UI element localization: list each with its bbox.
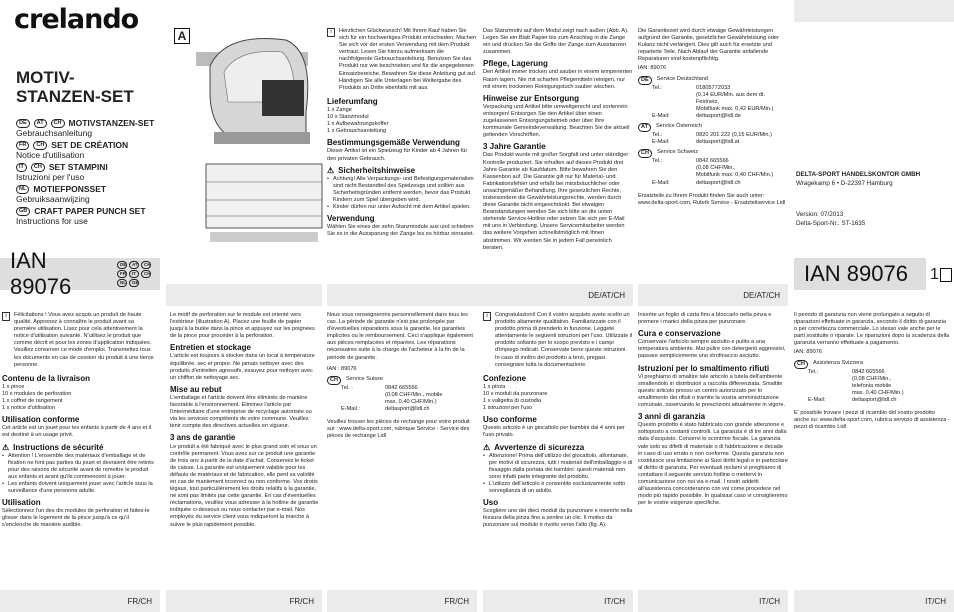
it-column-1 — [483, 312, 633, 587]
service-header — [638, 149, 788, 158]
service-label: E-Mail: — [652, 179, 670, 186]
service-label — [652, 92, 696, 106]
service-value: (0,08 CHF/Min., — [852, 375, 892, 382]
service-value: Mobilfunk max. 0,40 CHF/Min.) — [696, 172, 774, 179]
footer-label: FR/CH — [289, 596, 314, 606]
fr2-heading-disposal: Mise au rebut — [170, 384, 222, 394]
list-item: 10 x modules de perforation — [2, 390, 72, 397]
service-label: E-Mail: — [652, 139, 670, 146]
bullet-item: • Les enfants doivent uniquement jouer avec l'article sous la surveillance d'une personne adulte. — [2, 481, 157, 495]
language-badge: CH — [51, 119, 65, 128]
footer-top-1: DE/AT/CH — [327, 284, 633, 306]
footer-bottom-5 — [638, 590, 788, 612]
service-name: Service Österreich — [655, 123, 702, 130]
service-value: (0,08 CHF/Min., mobile — [385, 391, 443, 398]
service-value: deltasport@lidl.ch — [852, 396, 897, 403]
service-row — [638, 172, 788, 179]
punch-tool-illustration — [166, 22, 326, 252]
mini-badge: DE — [117, 261, 127, 269]
language-entry — [16, 184, 158, 194]
service-row — [794, 390, 950, 397]
service-row — [638, 180, 788, 187]
service-label — [808, 390, 852, 397]
warning-icon: ⚠ — [483, 442, 491, 452]
fr-column-3 — [327, 312, 477, 587]
fr-usage-text: Sélectionnez l'un des dix modules de perforation et faites-le glisser dans le logement de la pince jusqu'à ce qu'il s'enclenche de manière audible. — [2, 508, 150, 529]
de-column-3 — [638, 28, 788, 282]
fr-column-2 — [170, 312, 320, 587]
list-item: 1 x notice d'utilisation — [2, 405, 55, 412]
language-title: SET DE CRÉATION — [51, 140, 129, 150]
language-entry — [16, 206, 158, 216]
service-name: Assistenza Svizzera — [812, 359, 864, 366]
version: Version: 07/2013 — [796, 211, 844, 218]
service-label — [341, 399, 385, 406]
list-item: 10 x Stanzmodul — [327, 114, 369, 121]
service-row — [638, 92, 788, 106]
it3-ian: IAN: 89076 — [794, 349, 822, 356]
list-item: 1 x Aufbewahrungskoffer — [327, 121, 389, 128]
cover-title-line2: STANZEN-SET — [16, 87, 134, 106]
service-header — [638, 76, 788, 85]
fr2-p3: L'emballage et l'article doivent être éliminés de manière favorable à l'environnement. Eliminez l'article par l'intermédiaire d'une entreprise de recyclage autorisée ou via les services compétents de votre commune. Veuillez tenir compte des directives actuelles en vigueur. — [170, 394, 312, 430]
it2-heading-warranty: 3 anni di garanzia — [638, 412, 706, 422]
service-value: Mobilfunk max. 0,42 EUR/Min.) — [696, 105, 774, 112]
service-label: E-Mail : — [341, 406, 360, 413]
footer-label: IT/CH — [759, 596, 780, 606]
bullet-item: • Achtung! Alle Verpackungs- und Befestigungsmaterialien sind nicht Bestandteil des Spielzeugs und sollten aus Sicherheitsgründen entfernt werden, bevor das Produkt Kindern zum Spiel übergeben wird. — [327, 176, 477, 204]
it3-p2: E' possibile trovare i pezzi di ricambio del vostro prodotto anche su: www.delta-sport.com, rubrica servizio di assistenza - pezzi di ricambio Lidl — [794, 410, 950, 431]
warning-icon: ⚠ — [327, 165, 335, 175]
service-row — [638, 139, 788, 146]
page-box-icon — [940, 268, 952, 282]
company-address: Wragekamp 6 • D-22397 Hamburg — [796, 180, 893, 187]
info-icon: i — [2, 312, 10, 321]
de2-heading-disposal: Hinweise zur Entsorgung — [483, 93, 580, 103]
de-intro: Herzlichen Glückwunsch! Mit Ihrem Kauf haben Sie sich für ein hochwertiges Produkt entschieden. Machen Sie sich vor der ersten Verwendung mit dem Produkt vertraut. Lesen Sie hierzu aufmerksam die nachfolgende Gebrauchsanleitung. Benutzen Sie das Produkt nur wie beschrieben und für die angegebenen Einsatzbereiche. Bewahren Sie diese Anleitung gut auf. Händigen Sie alle Unterlagen bei Weitergabe des Produkts an Dritte ebenfalls mit aus. — [339, 28, 477, 91]
it-column-3 — [794, 312, 950, 587]
language-subtitle: Instructions for use — [16, 216, 88, 226]
service-header — [638, 123, 788, 132]
it2-p3: Vi preghiamo di smaltire tale articolo a tutela dell'ambiente smaltendolo in distributori a raccolta differenziata. Smaltite questo articolo presso un centro autorizzato per lo smaltimento dei rifiuti o tramite la vostra amministrazione comunale, osservando le prescrizioni attualmente in vigore. — [638, 373, 786, 409]
it3-p1: Il periodo di garanzia non viene prolungato a seguito di riparazioni effettuate in garanzia, secondo il diritto di garanzia o per correttezza commerciale. Lo stesso vale anche per le parti sostituite o riparate. Le riparazioni dopo la scadenza della garanzia verranno effettuate a pagamento. — [794, 312, 950, 347]
it-service-contact — [794, 360, 950, 404]
language-list — [16, 116, 158, 228]
language-badge: CH — [31, 163, 45, 172]
service-label: E-Mail: — [808, 396, 826, 403]
bullet-item: • Attenzione! Prima dell'utilizzo del giocattolo, allontanate, per motivi di sicurezza, tutti i materiali dell'imballaggio e di fissaggio dalla portata dei bambini: questi materiali non sono infatti parte integrante del prodotto. — [483, 453, 633, 481]
country-badge: CH — [638, 149, 652, 158]
fr3-p2: Veuillez trouver les pièces de rechange pour votre produit sur : www.delta-sport.com, rubrique Service - Service des pièces de rechange Lidl — [327, 419, 470, 440]
info-icon: i — [483, 312, 491, 321]
service-label — [652, 172, 696, 179]
service-label: Tel.: — [652, 132, 663, 139]
fr-use-text: Cet article est un jouet pour les enfants à partir de 4 ans et il est destiné à un usage privé. — [2, 425, 152, 439]
fr2-heading-care: Entretien et stockage — [170, 343, 251, 353]
it-safety-list — [483, 453, 633, 496]
language-badge: CH — [33, 141, 47, 150]
cover-title-line1: MOTIV- — [16, 68, 75, 87]
service-label: E-Mail: — [652, 112, 670, 119]
service-header — [794, 360, 950, 369]
list-item: 1 x valigetta di custodia — [483, 398, 542, 405]
service-name: Service Deutschland — [656, 75, 708, 82]
de2-heading-warranty: 3 Jahre Garantie — [483, 142, 546, 152]
country-badge: DE — [638, 76, 652, 85]
it-heading-contents: Confezione — [483, 373, 527, 383]
service-label: Tel. : — [341, 384, 353, 391]
it-heading-safety: ⚠ Avvertenze di sicurezza — [483, 442, 585, 452]
service-value: 01805772033 — [696, 84, 731, 91]
footer-bottom-1 — [0, 590, 160, 612]
language-subtitle: Istruzioni per l'uso — [16, 172, 85, 182]
de-safety-list — [327, 176, 477, 211]
service-row — [638, 113, 788, 120]
service-value: deltasport@lidl.ch — [385, 406, 430, 413]
mini-badge: FR — [117, 270, 127, 278]
de-heading-contents: Lieferumfang — [327, 96, 378, 106]
service-row — [327, 392, 477, 399]
delta-number: Delta-Sport-Nr.: ST-1635 — [796, 220, 866, 227]
service-label — [341, 392, 385, 399]
cover-ian: IAN 89076 — [10, 248, 72, 299]
fr2-heading-warranty: 3 ans de garantie — [170, 433, 236, 443]
de-use-text: Dieser Artikel ist ein Spielzeug für Kinder ab 4 Jahren für den privaten Gebrauch. — [327, 148, 468, 162]
de2-p3: Verpackung und Artikel bitte umweltgerecht und sortenrein entsorgen! Entsorgen Sie den Artikel über einen zugelassenen Entsorgungsbetrieb oder über Ihre kommunale Gemeindeverwaltung. Beachten Sie die aktuell geltenden Vorschriften. — [483, 103, 630, 139]
language-badge: IT — [16, 163, 27, 172]
fr3-p1: Nous vous renseignerons personnellement dans tous les cas. La période de garantie n'est pas prolongée par d'éventuelles réparations sous la garantie, les garanties implicites ou le remboursement. Ceci s'applique également aux pièces remplacées et réparées. Les réparations nécessaires suite à la charge de l'acheteur à la fin de la période de garantie. — [327, 312, 473, 361]
language-badge: NL — [16, 185, 29, 194]
mini-badge: CH — [141, 261, 151, 269]
language-badge: AT — [34, 119, 47, 128]
list-item: 1 x coffret de rangement — [2, 398, 63, 405]
it2-heading-care: Cura e conservazione — [638, 329, 721, 339]
it2-p4: Questo prodotto è stato fabbricato con grande attenzione e sottoposto a costanti controlli. La garanzia è di tre anni dalla data d'acquisto. Conservi lo scontrino fiscale. La garanzia vale solo su difetti di materiale o di fabbricazione e decade in caso di uso errato o non conforme. Questa garanzia non costituisce una limitazione ai Suoi diritti legali e in particolare al diritto di garanzia. Per eventuali reclami vi preghiamo di contattare il seguente servizio hotline o mettervi in comunicazione con noi via e-mail. I nostri addetti all'assistenza concorderanno con voi come procedere nel modo più rapido possibile. In qualsiasi caso vi consiglieremo per le vostre esigenze specifiche. — [638, 422, 788, 507]
de-column-1 — [327, 28, 477, 278]
footer-top-0 — [166, 284, 322, 306]
language-subtitle: Gebruiksaanwijzing — [16, 194, 90, 204]
footer-label: IT/CH — [925, 596, 946, 606]
service-label: Tel.: — [808, 368, 819, 375]
country-badge: AT — [638, 123, 651, 132]
bullet-item: • Kinder dürfen nur unter Aufsicht mit dem Artikel spielen. — [327, 204, 477, 211]
service-row — [327, 406, 477, 413]
it-column-2 — [638, 312, 788, 587]
mini-badge: NL — [117, 279, 127, 287]
list-item: 1 x pince — [2, 383, 25, 390]
it-intro: Congratulazioni! Con il vostro acquisto avete scelto un prodotto altamente qualitativo. Familiarizzate con il prodotto prima di prenderlo in funzione. Leggete attentamente le seguenti istruzioni per l'uso. Utilizzate il prodotto soltanto per lo scopo previsto e i campi d'impiego indicati. Conservate bene queste istruzioni. In caso di inoltro del prodotto a terzi, pregasi consegnare tutta la documentazione. — [495, 312, 633, 368]
language-entry — [16, 162, 158, 172]
list-item: 1 x Zange — [327, 106, 352, 113]
language-entry — [16, 118, 158, 128]
back-cover — [794, 0, 954, 300]
service-name: Service Suisse — [345, 375, 383, 382]
service-row — [794, 376, 950, 383]
info-icon: i — [327, 28, 335, 37]
service-row — [327, 399, 477, 406]
service-label — [652, 165, 696, 172]
de-usage-text: Wählen Sie eines der zehn Stanzmodule aus und schieben Sie es in die Aussparung der Zange bis es hörbar einrastet. — [327, 224, 475, 238]
service-value: max. 0,40 CHF/Min.) — [852, 389, 904, 396]
service-row — [327, 385, 477, 392]
service-row — [638, 132, 788, 139]
fr-heading-use: Utilisation conforme — [2, 415, 80, 425]
service-value: telefonia mobile — [852, 382, 892, 389]
service-row — [638, 85, 788, 92]
service-value: deltasport@lidl.ch — [696, 179, 741, 186]
service-name: Service Schweiz — [656, 149, 698, 156]
service-row — [794, 397, 950, 404]
fr-heading-usage: Utilisation — [2, 498, 41, 508]
de3-p2: Ersatzteile zu Ihrem Produkt finden Sie auch unter: www.delta-sport.com, Rubrik Service - Ersatzteilservice Lidl — [638, 192, 786, 206]
service-header — [327, 376, 477, 385]
service-label: Tel.: — [652, 158, 663, 165]
de2-p4: Das Produkt wurde mit großer Sorgfalt und unter ständiger Kontrolle produziert. Sie erhalten auf dieses Produkt drei Jahre Garantie ab Kaufdatum. Bitte bewahren Sie den Kassenbon auf. Die Garantie gilt nur für Material- und Fabrikationsfehler und erfaßt bei missbräuchlicher oder unsachgemäßer Behandlung. Ihre gesetzlichen Rechte, insbesondere die Gewährleistungsrechte, werden durch diese Garantie nicht eingeschränkt. Bei etwaigen Beanstandungen wenden Sie sich bitte an die unten stehende Service-Hotline oder setzen Sie sich per E-Mail mit uns in Verbindung. Unsere Servicemitarbeiter werden das weitere Vorgehen schnellstmöglich mit Ihnen abstimmen. Wir werden Sie in jedem Fall persönlich beraten. — [483, 152, 629, 251]
service-value: deltasport@lidl.de — [696, 112, 741, 119]
language-entry — [16, 140, 158, 150]
language-badge: DE — [16, 119, 30, 128]
mini-badge: AT — [129, 261, 139, 269]
service-label — [808, 376, 852, 383]
fr-intro: Félicitations ! Vous avez acquis un produit de haute qualité. Apprenez à connaître le produit avant sa première utilisation. Lisez pour cela attentivement la notice d'utilisation suivante. N'utilisez le produit que comme décrit et pour les zones d'application indiquées. Veuillez conserver ce mode d'emploi. Transmettez tous les documents en cas de cession du produit à une tierce personne. — [14, 312, 154, 368]
list-item: 1 istruzioni per l'uso — [483, 405, 533, 412]
fr-heading-contents: Contenu de la livraison — [2, 373, 91, 383]
it2-heading-disposal: Istruzioni per lo smaltimento rifiuti — [638, 363, 770, 373]
service-row — [794, 369, 950, 376]
service-row — [638, 165, 788, 172]
language-subtitle: Notice d'utilisation — [16, 150, 85, 160]
list-item: 1 x pinza — [483, 383, 506, 390]
service-label: Tel.: — [652, 84, 663, 91]
de2-p2: Den Artikel immer trocken und sauber in einem temperierten Raum lagern. Nie mit scharfen Pflegemitteln reinigen, nur mit einem trockenen Reinigungstuch sauber wischen. — [483, 69, 633, 90]
fr2-p2: L'article est toujours à stocker dans un local à température équilibrée, sec et propre. Ne jamais nettoyer avec des produits d'entretien agressifs, essuyez pour nettoyer avec un chiffon de nettoyage sec. — [170, 353, 315, 381]
fr-service-contact — [327, 376, 477, 413]
footer-label: FR/CH — [444, 596, 469, 606]
it-contents-list — [483, 384, 633, 412]
service-value: deltasport@lidl.at — [696, 139, 740, 146]
language-title: MOTIEFPONSSET — [33, 184, 107, 194]
de-heading-safety: ⚠ Sicherheitshinweise — [327, 165, 416, 175]
warning-icon: ⚠ — [2, 442, 10, 452]
language-badge: GB — [16, 207, 30, 216]
language-badge: FR — [16, 141, 29, 150]
de-heading-use: Bestimmungsgemäße Verwendung — [327, 138, 460, 148]
page-number: 1 — [930, 266, 939, 283]
company-name: DELTA-SPORT HANDELSKONTOR GMBH — [796, 171, 921, 178]
footer-bottom-6 — [794, 590, 954, 612]
de-column-2 — [483, 28, 633, 282]
service-value: 0820 201 222 (0,15 EUR/Min.) — [696, 132, 772, 139]
fr-contents-list — [2, 384, 157, 412]
service-value: 0842 665566 — [696, 158, 729, 165]
back-ian-band — [794, 258, 926, 290]
it2-p2: Conservare l'articolo sempre asciutto e pulito a una temperatura ambiente. Mai pulire con detergenti aggressivi, passare semplicemente uno strofinaccio asciutto. — [638, 339, 786, 360]
footer-bottom-2 — [166, 590, 322, 612]
footer-label: IT/CH — [604, 596, 625, 606]
de-contents-list — [327, 107, 477, 135]
fr2-p4: Le produit a été fabriqué avec le plus grand soin et sous un contrôle permanent. Vous avez sur ce produit une garantie de trois ans à partir de la date d'achat. Conservez le ticket de caisse. La garantie est uniquement valable pour les défauts de matériaux et de fabrication, elle perd sa validité en cas de maniement incorrect ou non conforme. Vos droits légaux, tout particulièrement les droits relatifs à la garantie, ne sont pas limités par cette garantie. En cas d'éventuelles réclamations, veuillez vous adresser à la hotline de garantie indiquée ci-dessous ou nous contacter par e-mail. Nos employés du service client vous indiqueront la marche à suivre le plus rapidement possible. — [170, 443, 319, 528]
fr-column-1 — [2, 312, 157, 587]
de3-ian: IAN: 89076 — [638, 65, 666, 72]
bullet-item: • L'utilizzo dell'articolo è consentito esclusivamente sotto sorveglianza di un adulto. — [483, 481, 633, 495]
language-title: MOTIVSTANZEN-SET — [68, 118, 155, 128]
fr2-p1: Le motif de perforation sur le module est orienté vers l'extérieur (illustration A). Placez une feuille de papier jusqu'à la butée dans la pince et appuyez sur les poignées de la pince pour procéder à la perforation. — [170, 312, 315, 340]
mini-badge: IT — [129, 270, 139, 278]
service-value: max. 0,40 CHF/Min.) — [385, 398, 437, 405]
it-use-text: Questo articolo è un giocattolo per bambini dai 4 anni per l'uso privato. — [483, 425, 625, 439]
de-service-contacts — [638, 76, 788, 187]
fr-heading-safety: ⚠ Instructions de sécurité — [2, 442, 104, 452]
it-heading-usage: Uso — [483, 498, 499, 508]
country-badge: CH — [794, 360, 808, 369]
cover-title — [16, 68, 134, 106]
footer-bottom-3 — [327, 590, 477, 612]
fr-safety-list — [2, 453, 157, 496]
fr3-ian: IAN : 89076 — [327, 365, 357, 372]
language-title: SET STAMPINI — [48, 162, 108, 172]
service-row — [638, 106, 788, 113]
service-value: 0842 665566 — [852, 368, 885, 375]
list-item: 1 x Gebrauchsanleitung — [327, 128, 387, 135]
mini-language-badges — [117, 261, 152, 287]
service-row — [794, 383, 950, 390]
country-badge: CH — [327, 376, 341, 385]
service-label — [808, 383, 852, 390]
it-heading-use: Uso conforme — [483, 415, 537, 425]
mini-badge: CH — [141, 270, 151, 278]
footer-top-2: DE/AT/CH — [638, 284, 788, 306]
mini-badge: GB — [129, 279, 139, 287]
footer-label: FR/CH — [127, 596, 152, 606]
footer-bottom-4 — [483, 590, 633, 612]
service-value: (0,08 CHF/Min., — [696, 165, 736, 172]
brand-logo: crelando — [14, 4, 139, 35]
language-subtitle: Gebrauchsanleitung — [16, 128, 93, 138]
language-title: CRAFT PAPER PUNCH SET — [34, 206, 146, 216]
service-value: 0842 665566 — [385, 384, 418, 391]
back-ian: IAN 89076 — [804, 261, 908, 286]
de2-heading-care: Pflege, Lagerung — [483, 59, 548, 69]
cover-ian-band — [0, 248, 160, 299]
image-panel — [166, 22, 326, 272]
service-row — [638, 158, 788, 165]
list-item: 10 x moduli da punzonare — [483, 390, 548, 397]
service-value: (0,14 EUR/Min. aus dem dt. Festnetz, — [696, 91, 766, 105]
it2-p1: Inserire un foglio di carta fino a bloccarlo nella pinza e premere i manici della pinza per punzonare. — [638, 312, 772, 326]
de2-p1: Das Stanzmotiv auf dem Modul zeigt nach außen (Abb. A). Legen Sie ein Blatt Papier bis zum Anschlag in die Zange ein und drücken Sie die Griffe der Zange zum Ausstanzen zusammen. — [483, 28, 629, 56]
figure-label: A — [174, 28, 190, 44]
it-usage-text: Sceglière uno dei dieci moduli da punzonare e inserirlo nella fessura della pinza fino a sentire un clic. Il motivo da punzonare sul modulo è rivolto verso l'alto (fig. A). — [483, 508, 633, 529]
de3-p1: Die Garantiezeit wird durch etwaige Gewährleistungen aufgrund der Garantie, gesetzlicher Gewährleistung oder Kulanz nicht verlängert. Dies gilt auch für ersetzte und reparierte Teile. Nach Ablauf der Garantie anfallende Reparaturen sind kostenpflichtig. — [638, 28, 779, 63]
bullet-item: • Attention ! L'ensemble des matériaux d'emballage et de fixation ne font pas parties du jouet et devraient être retirés pour des raisons de sécurité avant de remettre le produit aux enfants et avant qu'ils commencent à jouer. — [2, 453, 157, 481]
de-heading-usage: Verwendung — [327, 214, 375, 224]
service-label — [652, 106, 696, 113]
